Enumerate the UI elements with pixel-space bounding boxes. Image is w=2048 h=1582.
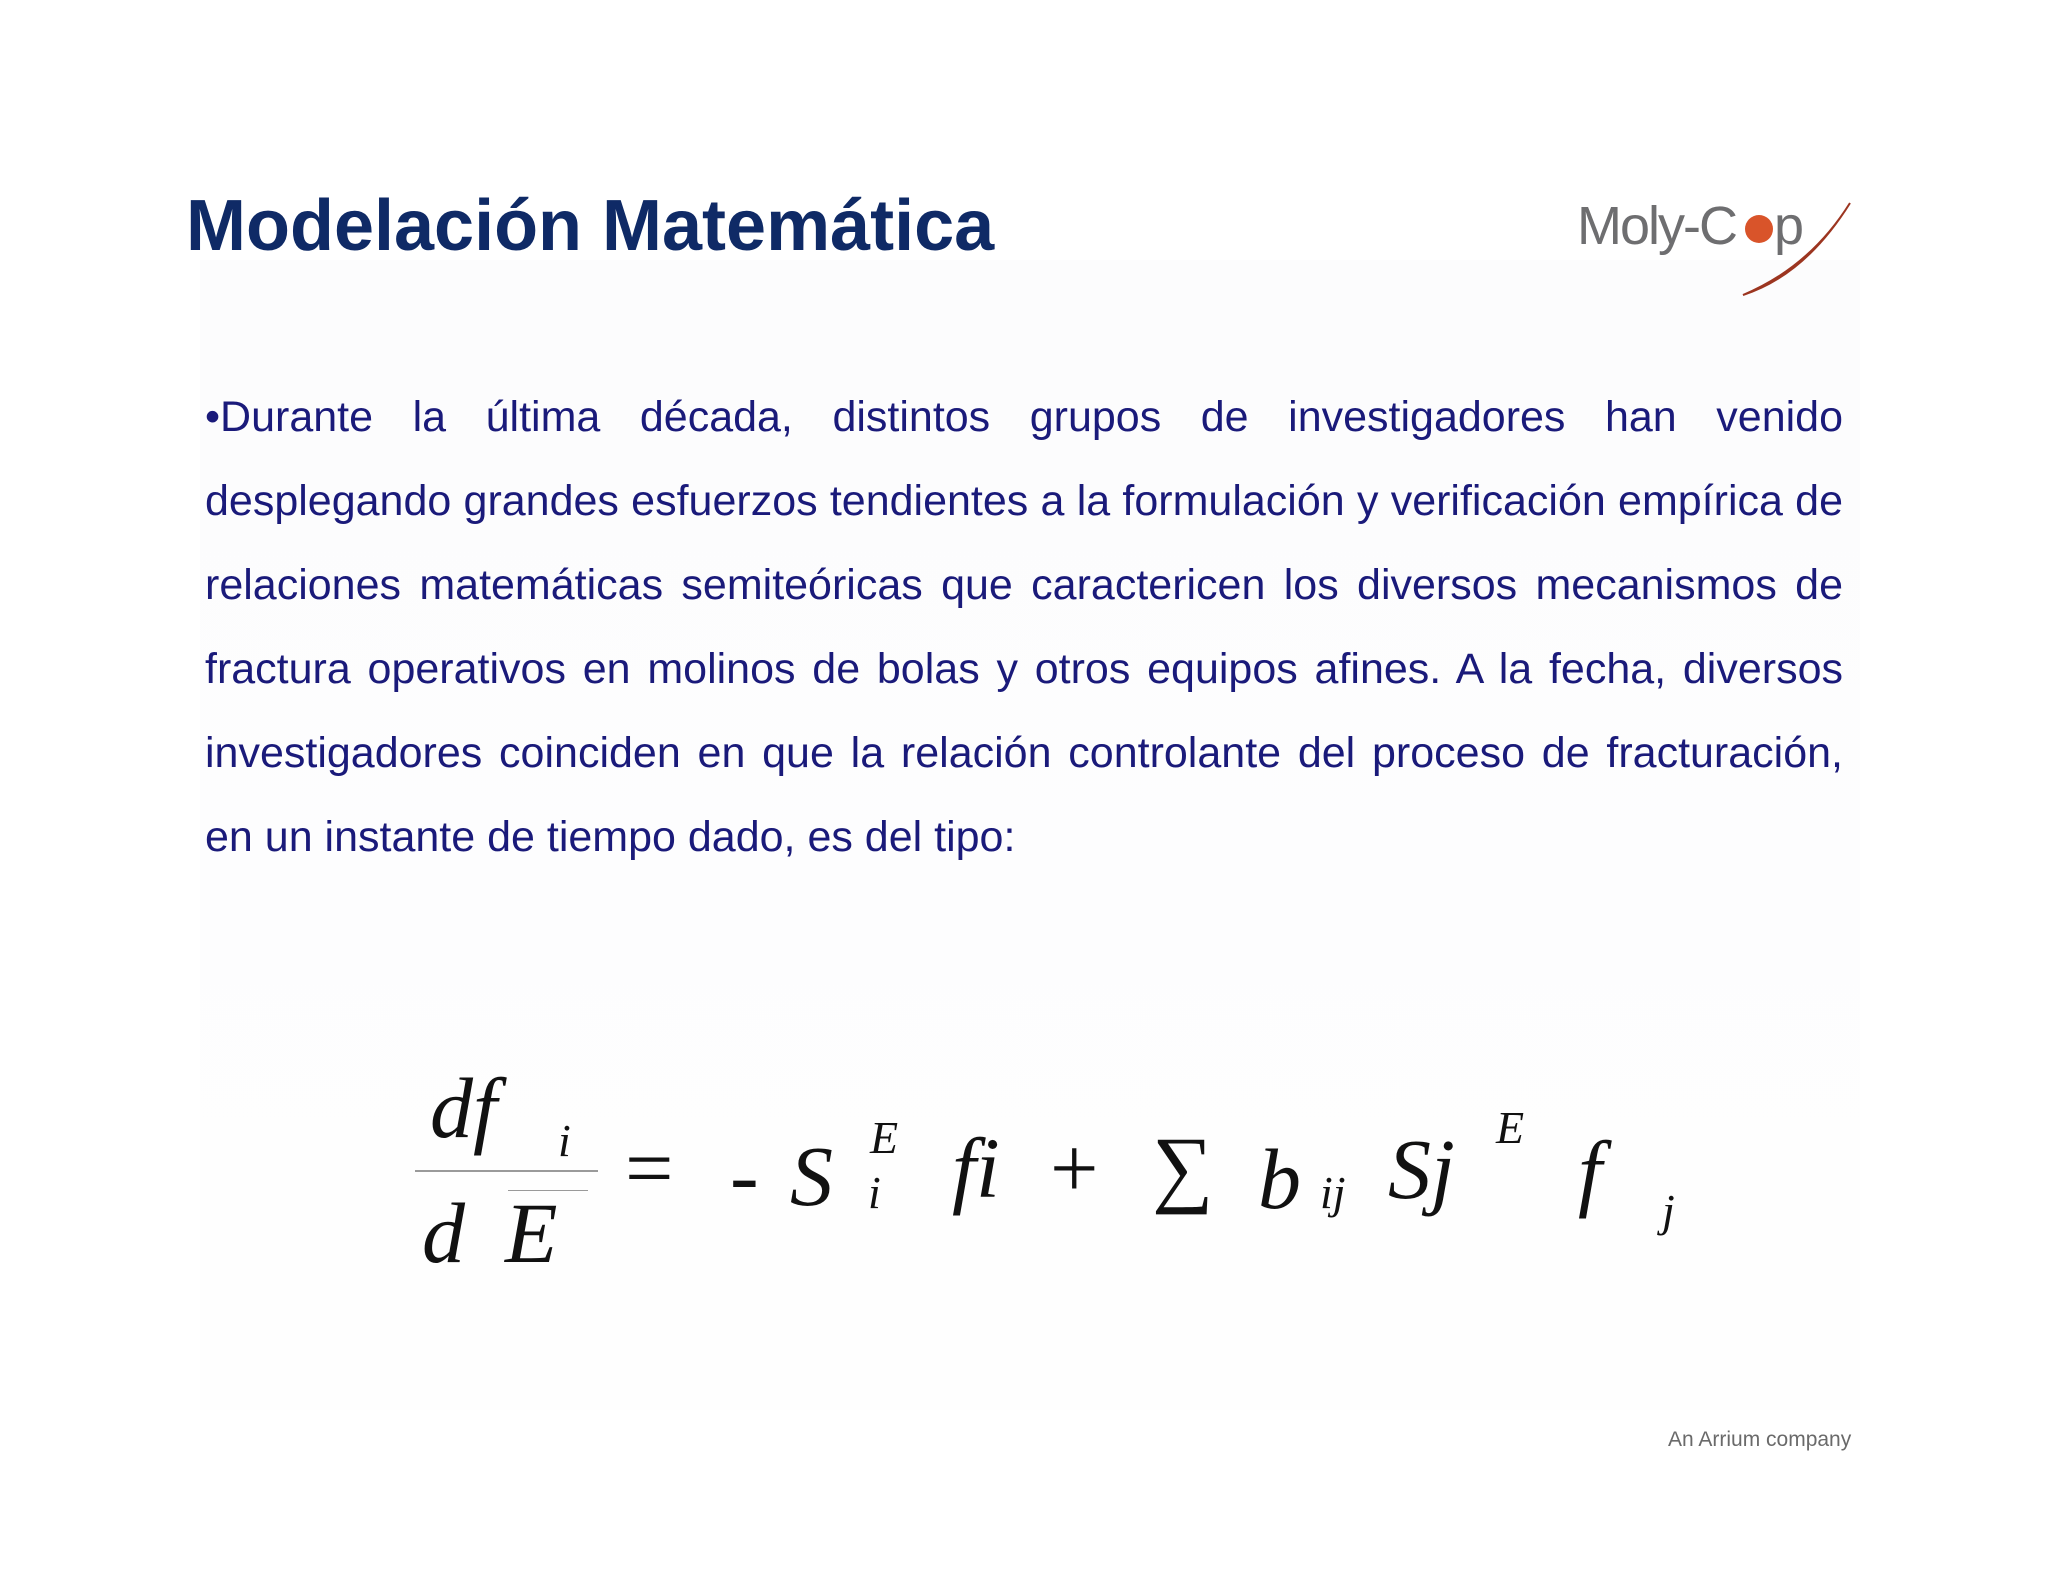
eq-s: S (790, 1128, 833, 1224)
moly-cop-logo (1575, 195, 1855, 305)
eq-numerator-sub: i (558, 1115, 571, 1166)
eq-equals: = (625, 1120, 674, 1216)
fracture-equation (400, 1040, 1740, 1290)
eq-fi: fi (952, 1120, 1000, 1216)
eq-sigma: ∑ (1152, 1119, 1214, 1215)
fraction-bar (415, 1170, 598, 1172)
eq-denominator-e: E (505, 1185, 558, 1281)
body-paragraph: •Durante la última década, distintos grupos de investigadores han venido desplegando grandes esfuerzos tendientes a la formulación y verificación empírica de relaciones matemáticas semiteóricas que caractericen los diversos mecanismos de fractura operativos en molinos de bolas y otros equipos afines. A la fecha, diversos investigadores coinciden en que la relación controlante del proceso de fracturación, en un instante de tiempo dado, es del tipo: (205, 393, 1843, 861)
eq-sj-sup: E (1496, 1102, 1525, 1153)
logo-text-left: Moly-C (1577, 196, 1736, 256)
eq-s-sub: i (868, 1167, 881, 1218)
eq-f: f (1578, 1123, 1602, 1219)
logo-dot-icon (1745, 215, 1773, 243)
eq-plus: + (1050, 1120, 1099, 1216)
slide-title: Modelación Matemática (186, 186, 995, 266)
eq-numerator: df (430, 1060, 497, 1156)
eq-f-sub: j (1662, 1185, 1675, 1236)
eq-b: b (1258, 1131, 1301, 1227)
eq-s-sup: E (870, 1112, 899, 1163)
footer-text: An Arrium company (1668, 1428, 1852, 1451)
eq-sj: Sj (1388, 1121, 1455, 1217)
eq-denominator-d: d (422, 1185, 465, 1281)
eq-b-sub: ij (1320, 1167, 1346, 1218)
eq-minus: - (730, 1127, 759, 1223)
logo-text-right: p (1774, 196, 1803, 256)
